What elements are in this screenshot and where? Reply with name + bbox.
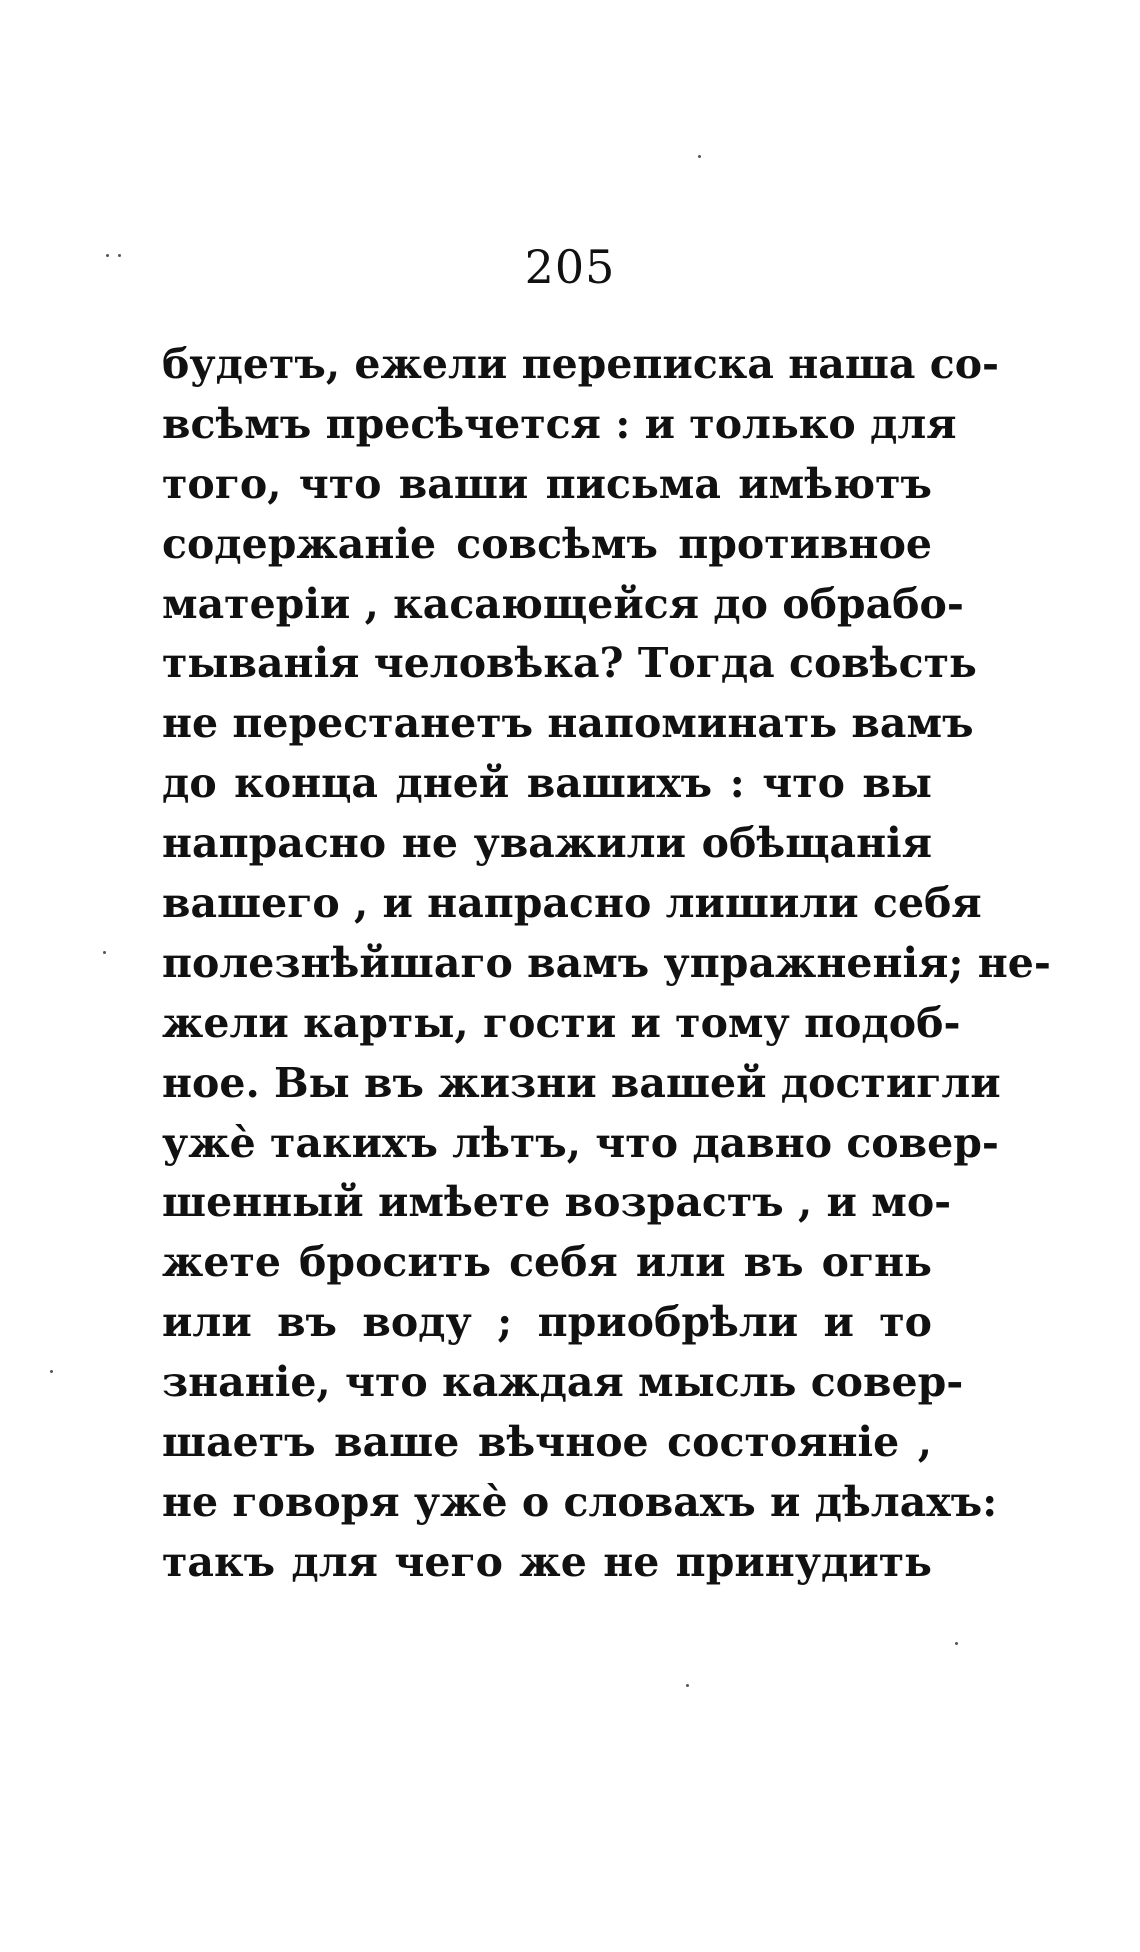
- text-line: шенный имѣете возрастъ , и мо-: [162, 1178, 952, 1227]
- text-line: до конца дней вашихъ : что вы: [162, 759, 932, 808]
- print-speck: [103, 951, 106, 954]
- text-line: не перестанетъ напоминать вамъ: [162, 699, 974, 748]
- text-line: напрасно не уважили обѣщанія: [162, 819, 932, 868]
- text-line: полезнѣйшаго вамъ упражненія; не-: [162, 938, 1051, 987]
- text-line: знаніе, что каждая мысль совер-: [162, 1358, 964, 1407]
- print-speck: [686, 1684, 689, 1687]
- text-line: или въ воду ; приобрѣли и то: [162, 1298, 932, 1347]
- print-speck: [50, 1370, 53, 1373]
- text-line: тыванія человѣка? Тогда совѣсть: [162, 639, 977, 688]
- text-line: содержаніе совсѣмъ противное: [162, 519, 932, 568]
- print-speck: [698, 155, 701, 158]
- text-line: жете бросить себя или въ огнь: [162, 1238, 932, 1287]
- text-line: будетъ, ежели переписка наша со-: [162, 340, 1000, 388]
- page-number: 205: [524, 240, 616, 294]
- text-line: матеріи , касающейся до обрабо-: [162, 579, 964, 628]
- text-line: не говоря ужѐ о словахъ и дѣлахъ:: [162, 1477, 998, 1526]
- text-line: жели карты, гости и тому подоб-: [162, 998, 961, 1047]
- body-text: [162, 335, 1051, 1593]
- text-line: того, что ваши письма имѣютъ: [162, 459, 932, 508]
- text-line: ужѐ такихъ лѣтъ, что давно совер-: [162, 1118, 999, 1167]
- text-line: шаетъ ваше вѣчное состояніе ,: [162, 1418, 932, 1467]
- text-line: всѣмъ пресѣчется : и только для: [162, 399, 957, 448]
- text-line: такъ для чего же не принудить: [162, 1537, 932, 1586]
- text-line: вашего , и напрасно лишили себя: [162, 879, 982, 928]
- print-speck: [955, 1642, 958, 1645]
- text-line: ное. Вы въ жизни вашей достигли: [162, 1058, 1001, 1107]
